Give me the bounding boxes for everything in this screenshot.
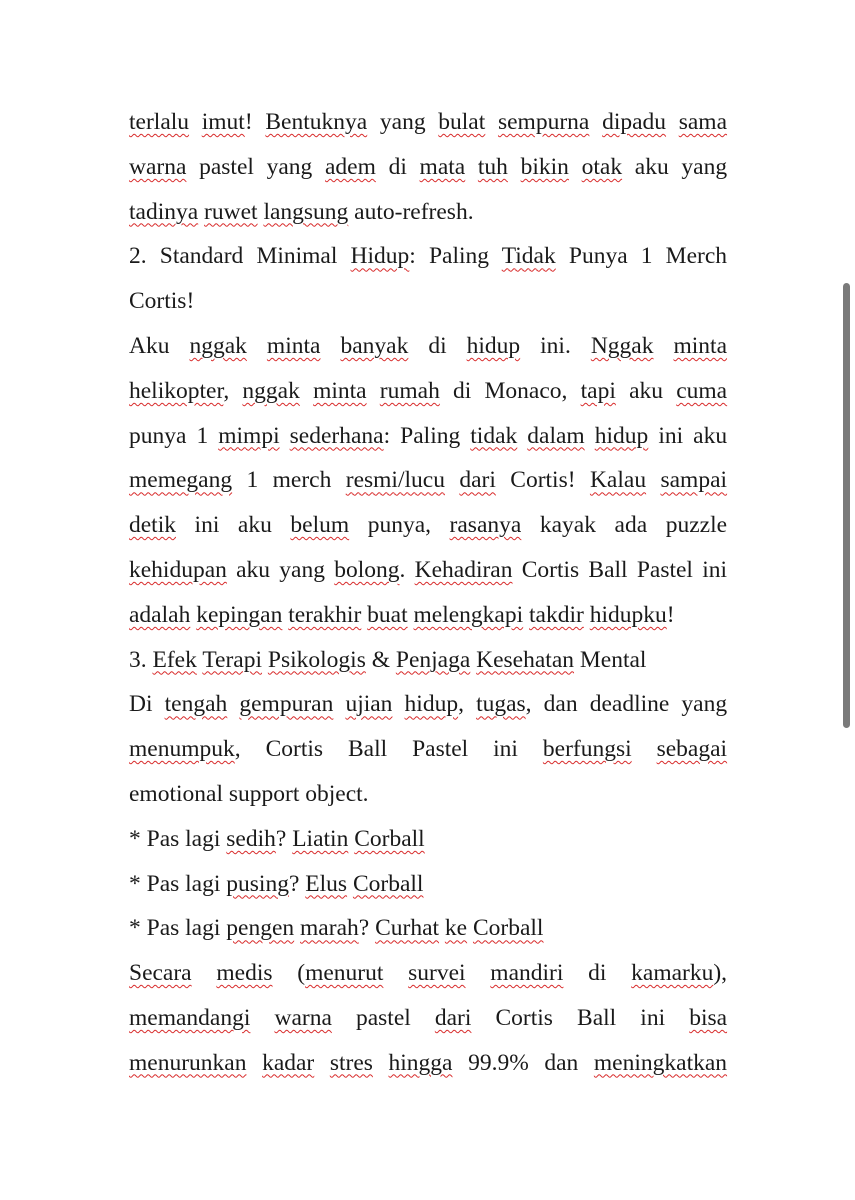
word: ( [297,960,306,987]
word: Ball [577,1004,617,1031]
misspelled-word: helikopter [129,377,224,404]
word: 1 [640,243,653,270]
misspelled-word: Corball [472,915,544,942]
misspelled-word: Curhat [375,915,440,942]
misspelled-word: minta [673,332,728,359]
text-line [129,906,727,951]
misspelled-word: marah [300,915,359,942]
misspelled-word: bikin [520,153,569,180]
misspelled-word: medis [216,960,273,987]
text-line [129,414,727,459]
misspelled-word: Kehadiran [414,556,513,583]
word: ini [658,422,684,449]
text-line [129,145,727,190]
word: * [129,825,141,852]
text-line [129,548,727,593]
misspelled-word: terlalu [129,109,190,135]
misspelled-word: warna [274,1004,332,1031]
misspelled-word: sedih [226,825,276,852]
word: & [371,646,390,673]
text-line [129,503,727,548]
paragraph [129,100,727,234]
misspelled-word: Terapi [202,646,263,673]
misspelled-word: buat [367,601,408,628]
word: Monaco, [484,377,568,404]
word: auto-refresh. [354,198,474,225]
paragraph [129,682,727,816]
misspelled-word: resmi/lucu [345,467,445,494]
word: Cortis [495,1004,553,1031]
misspelled-word: Kalau [589,467,647,494]
misspelled-word: berfungsi [542,736,632,763]
misspelled-word: survei [408,960,466,987]
word: Pas [146,825,180,852]
misspelled-word: memegang [129,467,233,494]
word: aku [629,377,664,404]
misspelled-word: menurut [305,960,384,987]
word: punya, [367,512,431,539]
misspelled-word: kepingan [196,601,283,628]
misspelled-word: tadinya [129,198,199,225]
text-line [129,324,727,369]
text-line [129,727,727,772]
misspelled-word: dari [459,467,496,494]
word: ! [244,109,253,135]
misspelled-word: adem [325,153,376,180]
word: ini [493,736,518,763]
text-line [129,279,727,324]
misspelled-word: mandiri [490,960,564,987]
misspelled-word: sederhana [289,422,384,449]
misspelled-word: stres [329,1049,373,1076]
word: 3. [129,646,147,673]
scrollbar-thumb[interactable] [843,283,850,728]
misspelled-word: rasanya [449,512,522,539]
misspelled-word: Secara [129,960,192,987]
word: 99.9% [468,1049,529,1076]
word: ), [713,960,728,987]
misspelled-word: hidup [466,332,521,359]
misspelled-word: Corball [352,870,424,897]
word: dan [544,1049,579,1076]
word: Merch [665,243,728,270]
misspelled-word: Efek [152,646,197,673]
word: aku [693,422,728,449]
misspelled-word: kehidupan [129,556,227,583]
word: di [588,960,607,987]
text-line [129,682,727,727]
word: Mental [579,646,647,673]
misspelled-word: terakhir [288,601,362,628]
misspelled-word: banyak [340,332,409,359]
paragraph [129,324,727,638]
misspelled-word: tuh [477,153,508,180]
misspelled-word: Psikologis [267,646,366,673]
misspelled-word: ujian [345,691,393,718]
misspelled-word: Kesehatan [476,646,575,673]
misspelled-word: nggak [242,377,300,404]
word: Pas [146,870,180,897]
word: Pas [146,915,180,942]
word: Cortis [521,556,580,583]
word: Ball [347,736,388,763]
word: Di [129,691,153,718]
word: , [458,691,464,718]
word: yang [279,556,325,583]
text-line [129,638,727,683]
word: lagi [185,915,221,942]
paragraph [129,638,727,683]
text-line [129,951,727,996]
word: emotional [129,780,223,807]
word: pastel [355,1004,411,1031]
word: ! [666,601,675,628]
misspelled-word: Tidak [501,243,556,270]
word: ini. [540,332,571,359]
misspelled-word: tugas [476,691,526,718]
word: Ball [588,556,628,583]
word: Paling [428,243,490,270]
word: dan [543,691,578,718]
text-line [129,190,727,235]
word: aku [237,512,272,539]
word: ? [288,870,300,897]
word: support [228,780,300,807]
word: ini [194,512,220,539]
misspelled-word: cuma [676,377,728,404]
misspelled-word: belum [290,512,350,539]
paragraph [129,234,727,324]
word: di [388,153,407,180]
text-line [129,100,727,145]
word: di [428,332,447,359]
misspelled-word: ke [444,915,468,942]
misspelled-word: Corball [354,825,425,852]
word: Punya [568,243,628,270]
word: yang [379,109,426,135]
misspelled-word: sempurna [497,109,590,135]
misspelled-word: Liatin [292,825,349,852]
word: : [409,243,416,270]
misspelled-word: gempuran [239,691,334,718]
misspelled-word: tidak [470,422,518,449]
misspelled-word: memandangi [129,1004,251,1031]
word: , [525,691,532,718]
misspelled-word: ruwet [204,198,258,225]
word: Aku [129,332,170,359]
paragraph [129,951,727,1085]
misspelled-word: tapi [580,377,616,404]
word: ada [614,512,648,539]
misspelled-word: langsung [263,198,349,225]
word: yang [681,691,728,718]
misspelled-word: nggak [189,332,247,359]
misspelled-word: sampai [660,467,728,494]
misspelled-word: adalah [129,601,191,628]
misspelled-word: pusing [226,870,289,897]
misspelled-word: menurunkan [129,1049,247,1076]
word: punya [129,422,187,449]
misspelled-word: minta [266,332,321,359]
word: lagi [185,870,221,897]
misspelled-word: takdir [529,601,584,628]
misspelled-word: dipadu [602,109,667,135]
word: yang [681,153,728,180]
word: Cortis! [510,467,576,494]
word: 2. [129,243,147,270]
text-line [129,593,727,638]
document-body[interactable] [129,100,727,1086]
text-line [129,1041,727,1086]
word: * [129,870,141,897]
misspelled-word: sebagai [656,736,728,763]
misspelled-word: rumah [379,377,440,404]
misspelled-word: minta [313,377,367,404]
word: Cortis! [129,288,195,315]
misspelled-word: meningkatkan [593,1049,728,1076]
word: puzzle [665,512,728,539]
word: lagi [185,825,221,852]
word: ini [640,1004,666,1031]
text-line [129,862,727,907]
misspelled-word: Nggak [590,332,654,359]
word: aku [236,556,271,583]
misspelled-word: kadar [262,1049,315,1076]
text-line [129,817,727,862]
misspelled-word: tengah [164,691,228,718]
text-line [129,234,727,279]
misspelled-word: dari [434,1004,472,1031]
misspelled-word: hidup [594,422,649,449]
word: Paling [400,422,461,449]
misspelled-word: sama [678,109,728,135]
misspelled-word: kamarku [631,960,714,987]
word: aku [634,153,669,180]
word: kayak [539,512,596,539]
misspelled-word: menumpuk [129,736,235,763]
misspelled-word: Elus [305,870,348,897]
misspelled-word: Penjaga [395,646,471,673]
word: ? [358,915,370,942]
text-line [129,996,727,1041]
paragraph [129,862,727,907]
word: 1 [246,467,259,494]
paragraph [129,817,727,862]
text-line [129,772,727,817]
text-line [129,369,727,414]
word: Pastel [412,736,469,763]
word: Minimal [256,243,338,270]
misspelled-word: hidup [404,691,459,718]
word: , [223,377,230,404]
word: Pastel [636,556,693,583]
word: di [453,377,472,404]
misspelled-word: hingga [388,1049,453,1076]
word: Cortis [265,736,324,763]
word: Standard [159,243,244,270]
misspelled-word: warna [129,153,187,180]
misspelled-word: bulat [438,109,486,135]
word: . [399,556,406,583]
text-line [129,458,727,503]
misspelled-word: melengkapi [413,601,524,628]
word: ? [275,825,287,852]
misspelled-word: detik [129,512,176,539]
misspelled-word: mimpi [218,422,280,449]
misspelled-word: Bentuknya [265,109,368,135]
paragraph [129,906,727,951]
misspelled-word: hidupku [589,601,667,628]
misspelled-word: dalam [527,422,585,449]
word: , [234,736,241,763]
word: ini [702,556,728,583]
word: deadline [589,691,670,718]
word: pastel [199,153,254,180]
misspelled-word: pengen [226,915,295,942]
misspelled-word: bisa [689,1004,728,1031]
word: object. [305,780,369,807]
word: 1 [196,422,209,449]
word: merch [272,467,332,494]
word: * [129,915,141,942]
word: : [383,422,391,449]
misspelled-word: bolong [334,556,400,583]
misspelled-word: otak [581,153,623,180]
misspelled-word: imut [201,109,245,135]
misspelled-word: mata [419,153,466,180]
misspelled-word: Hidup [350,243,410,270]
word: yang [266,153,313,180]
